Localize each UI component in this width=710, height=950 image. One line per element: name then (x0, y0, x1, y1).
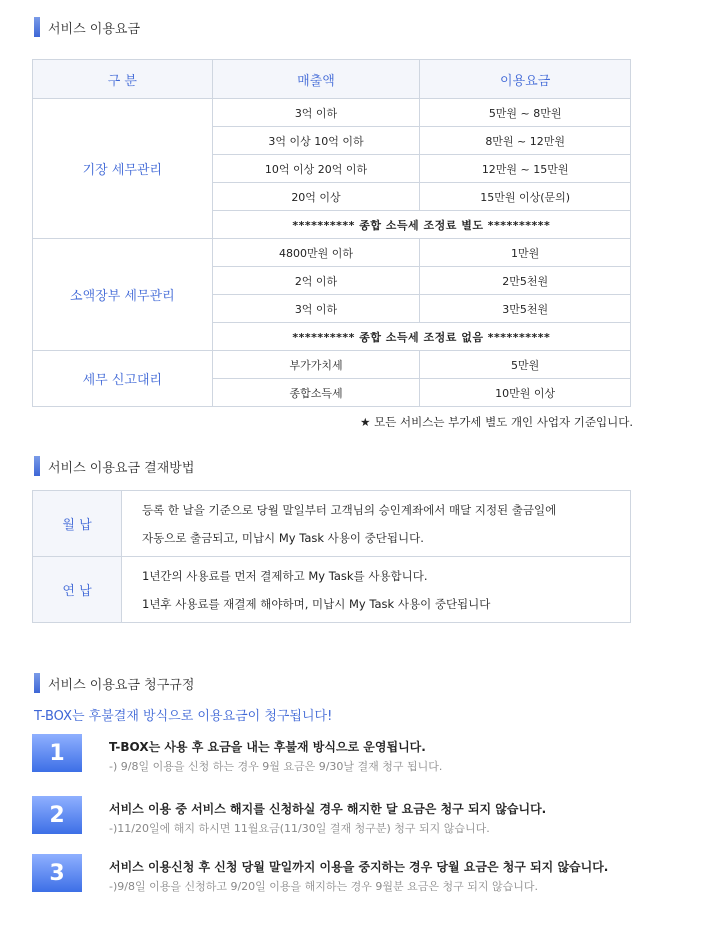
section-title-text: 서비스 이용요금 결재방법 (48, 460, 195, 476)
yearly-line-1: 1년간의 사용료를 먼저 결제하고 My Task를 사용합니다. (142, 568, 428, 583)
rule-sub-text: -)9/8일 이용을 신청하고 9/20일 이용을 해지하는 경우 9월분 요금은 청구 되지 않습니다. (109, 880, 539, 893)
revenue-cell: 3억 이상 10억 이하 (212, 127, 420, 155)
table-row (33, 99, 631, 127)
rule-number-badge: 1 (32, 734, 82, 772)
payment-table (32, 490, 631, 623)
monthly-label: 월 납 (33, 491, 122, 557)
billing-lead-text: T-BOX는 후불결재 방식으로 이용요금이 청구됩니다! (34, 709, 333, 724)
billing-rule-3 (32, 854, 632, 904)
category-cell: 기장 세무관리 (33, 99, 213, 239)
table-row (33, 491, 631, 557)
header-fee: 이용요금 (420, 60, 631, 99)
category-cell: 소액장부 세무관리 (33, 239, 213, 351)
rule-main-text: 서비스 이용 중 서비스 해지를 신청하실 경우 해지한 달 요금은 청구 되지 않습니다. (109, 802, 547, 816)
price-footnote: ★ 모든 서비스는 부가세 별도 개인 사업자 기준입니다. (360, 415, 633, 429)
fee-cell: 15만원 이상(문의) (420, 183, 631, 211)
fee-cell: 5만원 (420, 351, 631, 379)
category-cell: 세무 신고대리 (33, 351, 213, 407)
note-cell: ********** 종합 소득세 조정료 별도 ********** (212, 211, 630, 239)
header-revenue: 매출액 (212, 60, 420, 99)
revenue-cell: 4800만원 이하 (212, 239, 420, 267)
fee-cell: 8만원 ~ 12만원 (420, 127, 631, 155)
rule-main-text: T-BOX는 사용 후 요금을 내는 후불재 방식으로 운영됩니다. (109, 740, 426, 754)
billing-rule-1 (32, 734, 632, 784)
revenue-cell: 부가가치세 (212, 351, 420, 379)
section-bar-icon (34, 456, 40, 476)
section-title-text: 서비스 이용요금 (48, 21, 141, 37)
section-bar-icon (34, 17, 40, 37)
section-title-billing (34, 672, 194, 694)
billing-rule-2 (32, 796, 632, 846)
revenue-cell: 3억 이하 (212, 99, 420, 127)
fee-cell: 2만5천원 (420, 267, 631, 295)
table-header-row (33, 60, 631, 99)
revenue-cell: 2억 이하 (212, 267, 420, 295)
table-row (33, 239, 631, 267)
table-row (33, 351, 631, 379)
revenue-cell: 종합소득세 (212, 379, 420, 407)
section-bar-icon (34, 673, 40, 693)
revenue-cell: 3억 이하 (212, 295, 420, 323)
rule-sub-text: -) 9/8일 이용을 신청 하는 경우 9월 요금은 9/30날 결재 청구 됩니다. (109, 760, 443, 773)
section-title-payment (34, 455, 194, 477)
yearly-line-2: 1년후 사용료를 재결제 해야하며, 미납시 My Task 사용이 중단됩니다 (142, 596, 491, 611)
header-category: 구 분 (33, 60, 213, 99)
rule-main-text: 서비스 이용신청 후 신청 당월 말일까지 이용을 중지하는 경우 당월 요금은 청구 되지 않습니다. (109, 860, 609, 874)
price-table (32, 59, 631, 407)
fee-cell: 1만원 (420, 239, 631, 267)
revenue-cell: 20억 이상 (212, 183, 420, 211)
monthly-line-1: 등록 한 날을 기준으로 당월 말일부터 고객님의 승인계좌에서 매달 지정된 출금일에 (142, 502, 557, 517)
rule-number-badge: 3 (32, 854, 82, 892)
yearly-description (122, 557, 631, 623)
section-title-fees (34, 16, 140, 38)
fee-cell: 5만원 ~ 8만원 (420, 99, 631, 127)
monthly-line-2: 자동으로 출금되고, 미납시 My Task 사용이 중단됩니다. (142, 530, 424, 545)
section-title-text: 서비스 이용요금 청구규정 (48, 677, 195, 693)
revenue-cell: 10억 이상 20억 이하 (212, 155, 420, 183)
note-cell: ********** 종합 소득세 조정료 없음 ********** (212, 323, 630, 351)
yearly-label: 연 납 (33, 557, 122, 623)
rule-number-badge: 2 (32, 796, 82, 834)
fee-cell: 12만원 ~ 15만원 (420, 155, 631, 183)
table-row (33, 557, 631, 623)
monthly-description (122, 491, 631, 557)
fee-cell: 10만원 이상 (420, 379, 631, 407)
rule-sub-text: -)11/20일에 해지 하시면 11월요금(11/30일 결재 청구분) 청구 되지 않습니다. (109, 822, 490, 835)
fee-cell: 3만5천원 (420, 295, 631, 323)
